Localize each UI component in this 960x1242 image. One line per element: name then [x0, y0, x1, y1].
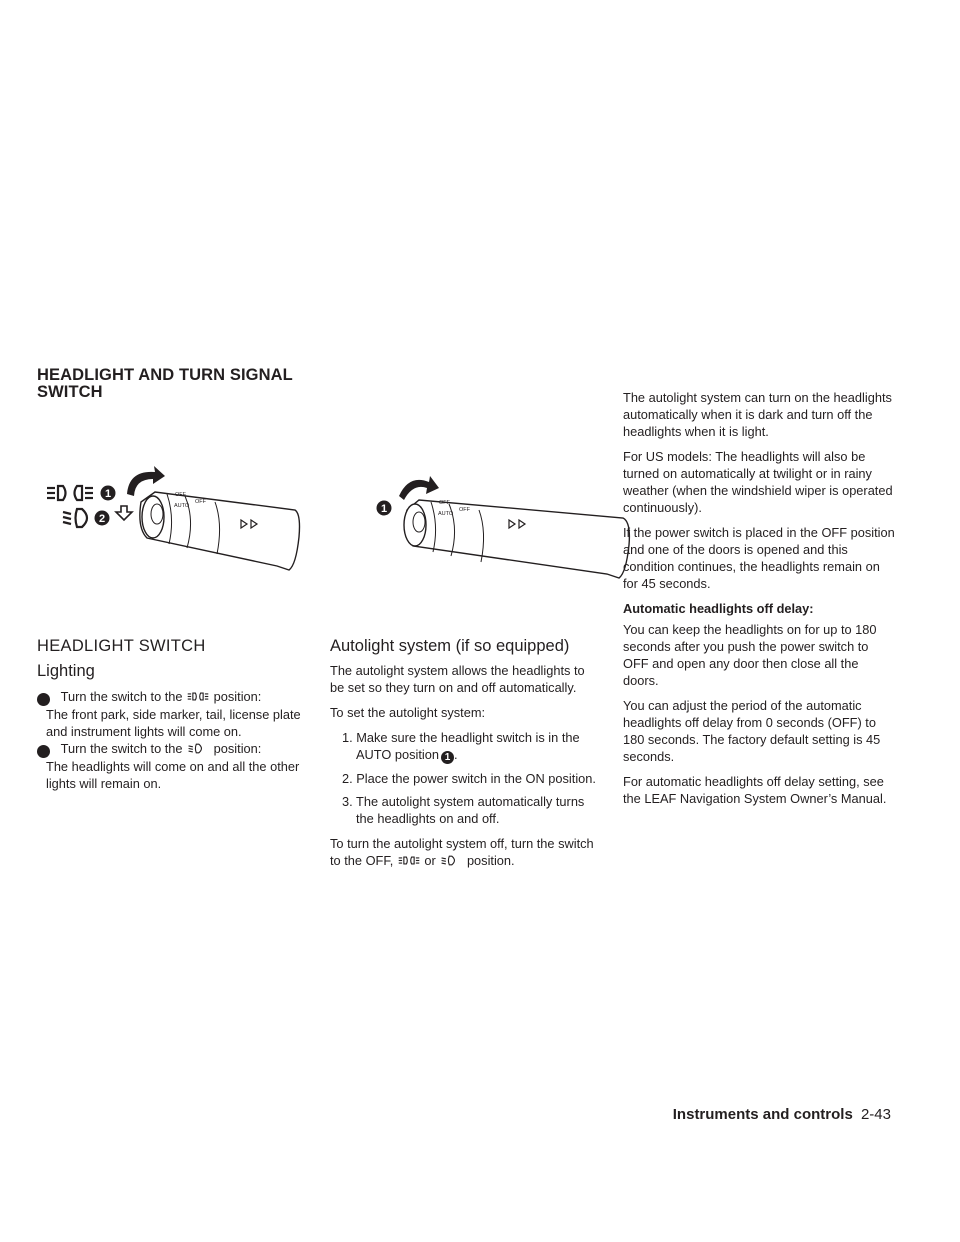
item1-text-b: position: — [213, 689, 262, 704]
autolight-to-set: To set the autolight system: — [330, 705, 486, 720]
step-1 — [330, 729, 602, 764]
item1-desc: The front park, side marker, tail, license plate and instrument lights will come on. — [46, 707, 301, 739]
col3-p2: For US models: The headlights will also be turned on automatically at twilight or in rainy weather (when the windshield wiper is operated continuously). — [623, 449, 893, 515]
callout-1-badge: 1 — [441, 751, 454, 764]
autolight-column — [330, 662, 602, 877]
off-text-a: To turn the autolight system off, turn the switch to the OFF, — [330, 836, 594, 868]
step-3-text: The autolight system automatically turns the headlights on and off. — [356, 794, 585, 826]
col3-p5: You can adjust the period of the automatic headlights off delay from 0 seconds (OFF) to 180 seconds. The factory default setting is 45 seconds. — [623, 698, 881, 764]
parking-light-icon — [186, 691, 210, 702]
low-beam-icon — [186, 743, 210, 754]
col3-p6: For automatic headlights off delay setting, see the LEAF Navigation System Owner’s Manual. — [623, 774, 887, 806]
item1-text-a: Turn the switch to the — [60, 689, 183, 704]
autolight-intro: The autolight system allows the headlights to be set so they turn on and off automatically. — [330, 663, 585, 695]
section-title-line2: SWITCH — [37, 383, 103, 401]
callout-1-label: 1 — [380, 503, 388, 515]
step-1-end: . — [453, 747, 458, 762]
off-text-or: or — [424, 853, 436, 868]
step-2 — [330, 770, 602, 787]
low-beam-icon — [63, 509, 87, 527]
autolight-heading: Autolight system (if so equipped) — [330, 637, 570, 655]
step-3 — [330, 793, 602, 827]
step-1-num: 1. — [342, 730, 353, 745]
switch-label-auto: AUTO — [174, 503, 190, 509]
step-3-num: 3. — [342, 794, 353, 809]
headlight-switch-figure — [37, 462, 305, 574]
low-beam-icon — [439, 855, 463, 866]
callout-1-label: 1 — [104, 488, 112, 500]
callout-2-label: 2 — [98, 513, 106, 525]
switch-label-off: OFF — [175, 492, 186, 498]
callout-2-badge: 2 — [37, 745, 50, 758]
item2-text-a: Turn the switch to the — [60, 741, 183, 756]
step-1-text: Make sure the headlight switch is in the AUTO position — [356, 730, 580, 762]
autolight-switch-figure — [373, 470, 635, 582]
section-title — [37, 367, 293, 401]
item2-text-b: position: — [213, 741, 262, 756]
lighting-item-2 — [31, 740, 305, 758]
col3-p4: You can keep the headlights on for up to 180 seconds after you push the power switch to OFF and open any door then close all the doors. — [623, 622, 877, 688]
item2-desc: The headlights will come on and all the other lights will remain on. — [46, 759, 300, 791]
switch-label-off-2: OFF — [195, 499, 206, 505]
switch-label-off-2: OFF — [459, 507, 470, 513]
off-text-b: position. — [466, 853, 515, 868]
step-2-num: 2. — [342, 771, 353, 786]
page-footer — [673, 1106, 891, 1123]
autolight-off — [330, 835, 602, 869]
callout-1-badge: 1 — [37, 693, 50, 706]
step-2-text: Place the power switch in the ON position. — [356, 771, 596, 786]
switch-label-auto: AUTO — [438, 511, 454, 517]
rotation-arrow-icon — [399, 476, 439, 500]
chapter-title: Instruments and controls — [672, 1106, 853, 1123]
headlight-switch-heading: HEADLIGHT SWITCH — [37, 637, 206, 655]
parking-light-icon — [47, 486, 93, 500]
switch-label-off: OFF — [439, 500, 450, 506]
autolight-details-column — [623, 389, 896, 815]
parking-light-icon — [397, 855, 421, 866]
section-title-line1: HEADLIGHT AND TURN SIGNAL — [37, 366, 293, 384]
lighting-subheading: Lighting — [37, 662, 95, 680]
col3-p1: The autolight system can turn on the headlights automatically when it is dark and turn off the headlights when it is light. — [623, 390, 892, 439]
col3-p3: If the power switch is placed in the OFF position and one of the doors is opened and this condition continues, the headlights remain on for 45 seconds. — [623, 525, 895, 591]
delay-subheading: Automatic headlights off delay: — [623, 601, 814, 616]
lighting-items — [31, 688, 305, 792]
page-number: 2-43 — [860, 1106, 891, 1123]
lighting-item-1 — [31, 688, 305, 706]
